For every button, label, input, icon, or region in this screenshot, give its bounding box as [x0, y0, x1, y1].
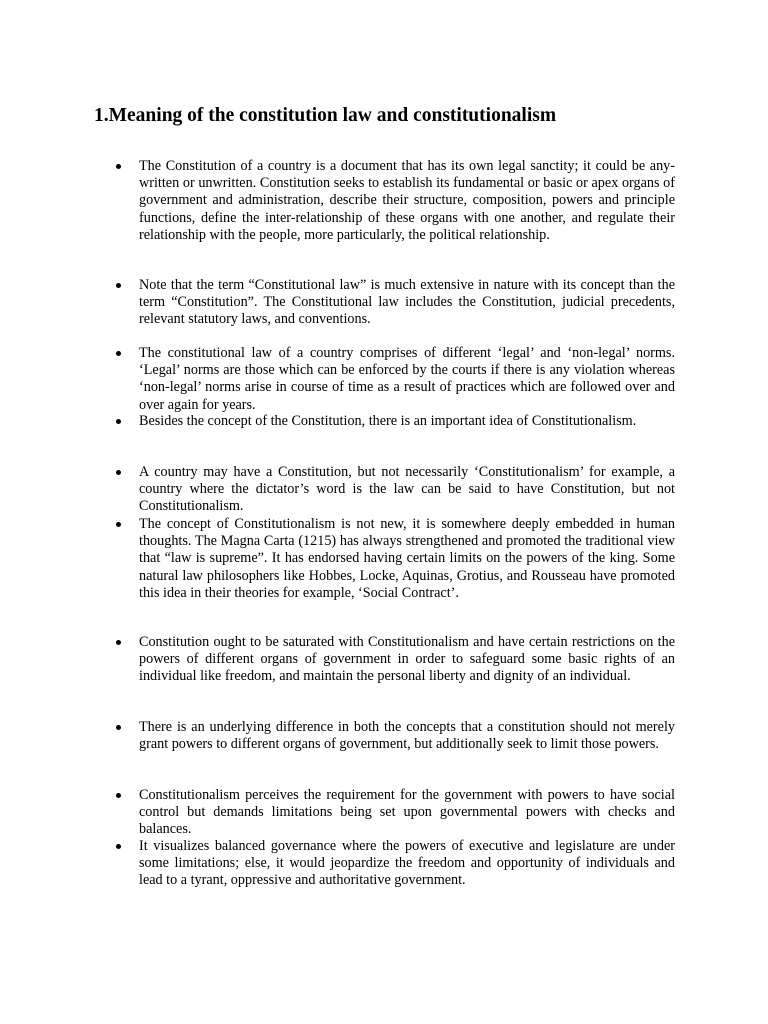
- bullet-icon: [116, 844, 121, 849]
- list-item-text: The concept of Constitutionalism is not new, it is somewhere deeply embedded in human thoughts. The Magna Carta (1215) has always strengthened and promoted the traditional view that “law is supreme”. It has endorsed having certain limits on the powers of the king. Some natural law philosophers like Hobbes, Locke, Aquinas, Grotius, and Rousseau have promoted this idea in their theories for example, ‘Social Contract’.: [139, 516, 675, 601]
- list-item-text: Constitution ought to be saturated with Constitutionalism and have certain restrictions on the powers of different organs of government in order to safeguard some basic rights of an individual like freedom, and maintain the personal liberty and dignity of an individual.: [139, 634, 675, 685]
- bullet-icon: [116, 793, 121, 798]
- bullet-icon: [116, 725, 121, 730]
- list-item-text: It visualizes balanced governance where the powers of executive and legislature are under some limitations; else, it would jeopardize the freedom and opportunity of individuals and lead to a tyrant, oppressive and authoritative government.: [139, 838, 675, 889]
- list-item-text: There is an underlying difference in both the concepts that a constitution should not merely grant powers to different organs of government, but additionally seek to limit those powers.: [139, 719, 675, 753]
- list-item-text: The Constitution of a country is a document that has its own legal sanctity; it could be any-written or unwritten. Constitution seeks to establish its fundamental or basic or apex organs of government and administration, describe their structure, composition, powers and principle functions, define the inter-relationship of these organs with one another, and regulate their relationship with the people, more particularly, the political relationship.: [139, 158, 675, 243]
- bullet-icon: [116, 164, 121, 169]
- bullet-icon: [116, 351, 121, 356]
- bullet-icon: [116, 283, 121, 288]
- bullet-icon: [116, 419, 121, 424]
- list-item-text: A country may have a Constitution, but not necessarily ‘Constitutionalism’ for example, a country where the dictator’s word is the law can be said to have Constitution, but not Constitutionalism.: [139, 464, 675, 515]
- list-item-text: Note that the term “Constitutional law” is much extensive in nature with its concept than the term “Constitution”. The Constitutional law includes the Constitution, judicial precedents, relevant statutory laws, and conventions.: [139, 277, 675, 328]
- bullet-icon: [116, 470, 121, 475]
- bullet-icon: [116, 640, 121, 645]
- list-item-text: The constitutional law of a country comprises of different ‘legal’ and ‘non-legal’ norms. ‘Legal’ norms are those which can be enforced by the courts if there is any violation whereas ‘non-legal’ norms arise in course of time as a result of practices which are followed over and over again for years.: [139, 345, 675, 413]
- list-item-text: Besides the concept of the Constitution, there is an important idea of Constitutionalism.: [139, 413, 637, 429]
- bullet-icon: [116, 522, 121, 527]
- list-item-text: Constitutionalism perceives the requirement for the government with powers to have social control but demands limitations being set upon governmental powers with checks and balances.: [139, 787, 675, 838]
- page-title: 1.Meaning of the constitution law and constitutionalism: [94, 105, 557, 126]
